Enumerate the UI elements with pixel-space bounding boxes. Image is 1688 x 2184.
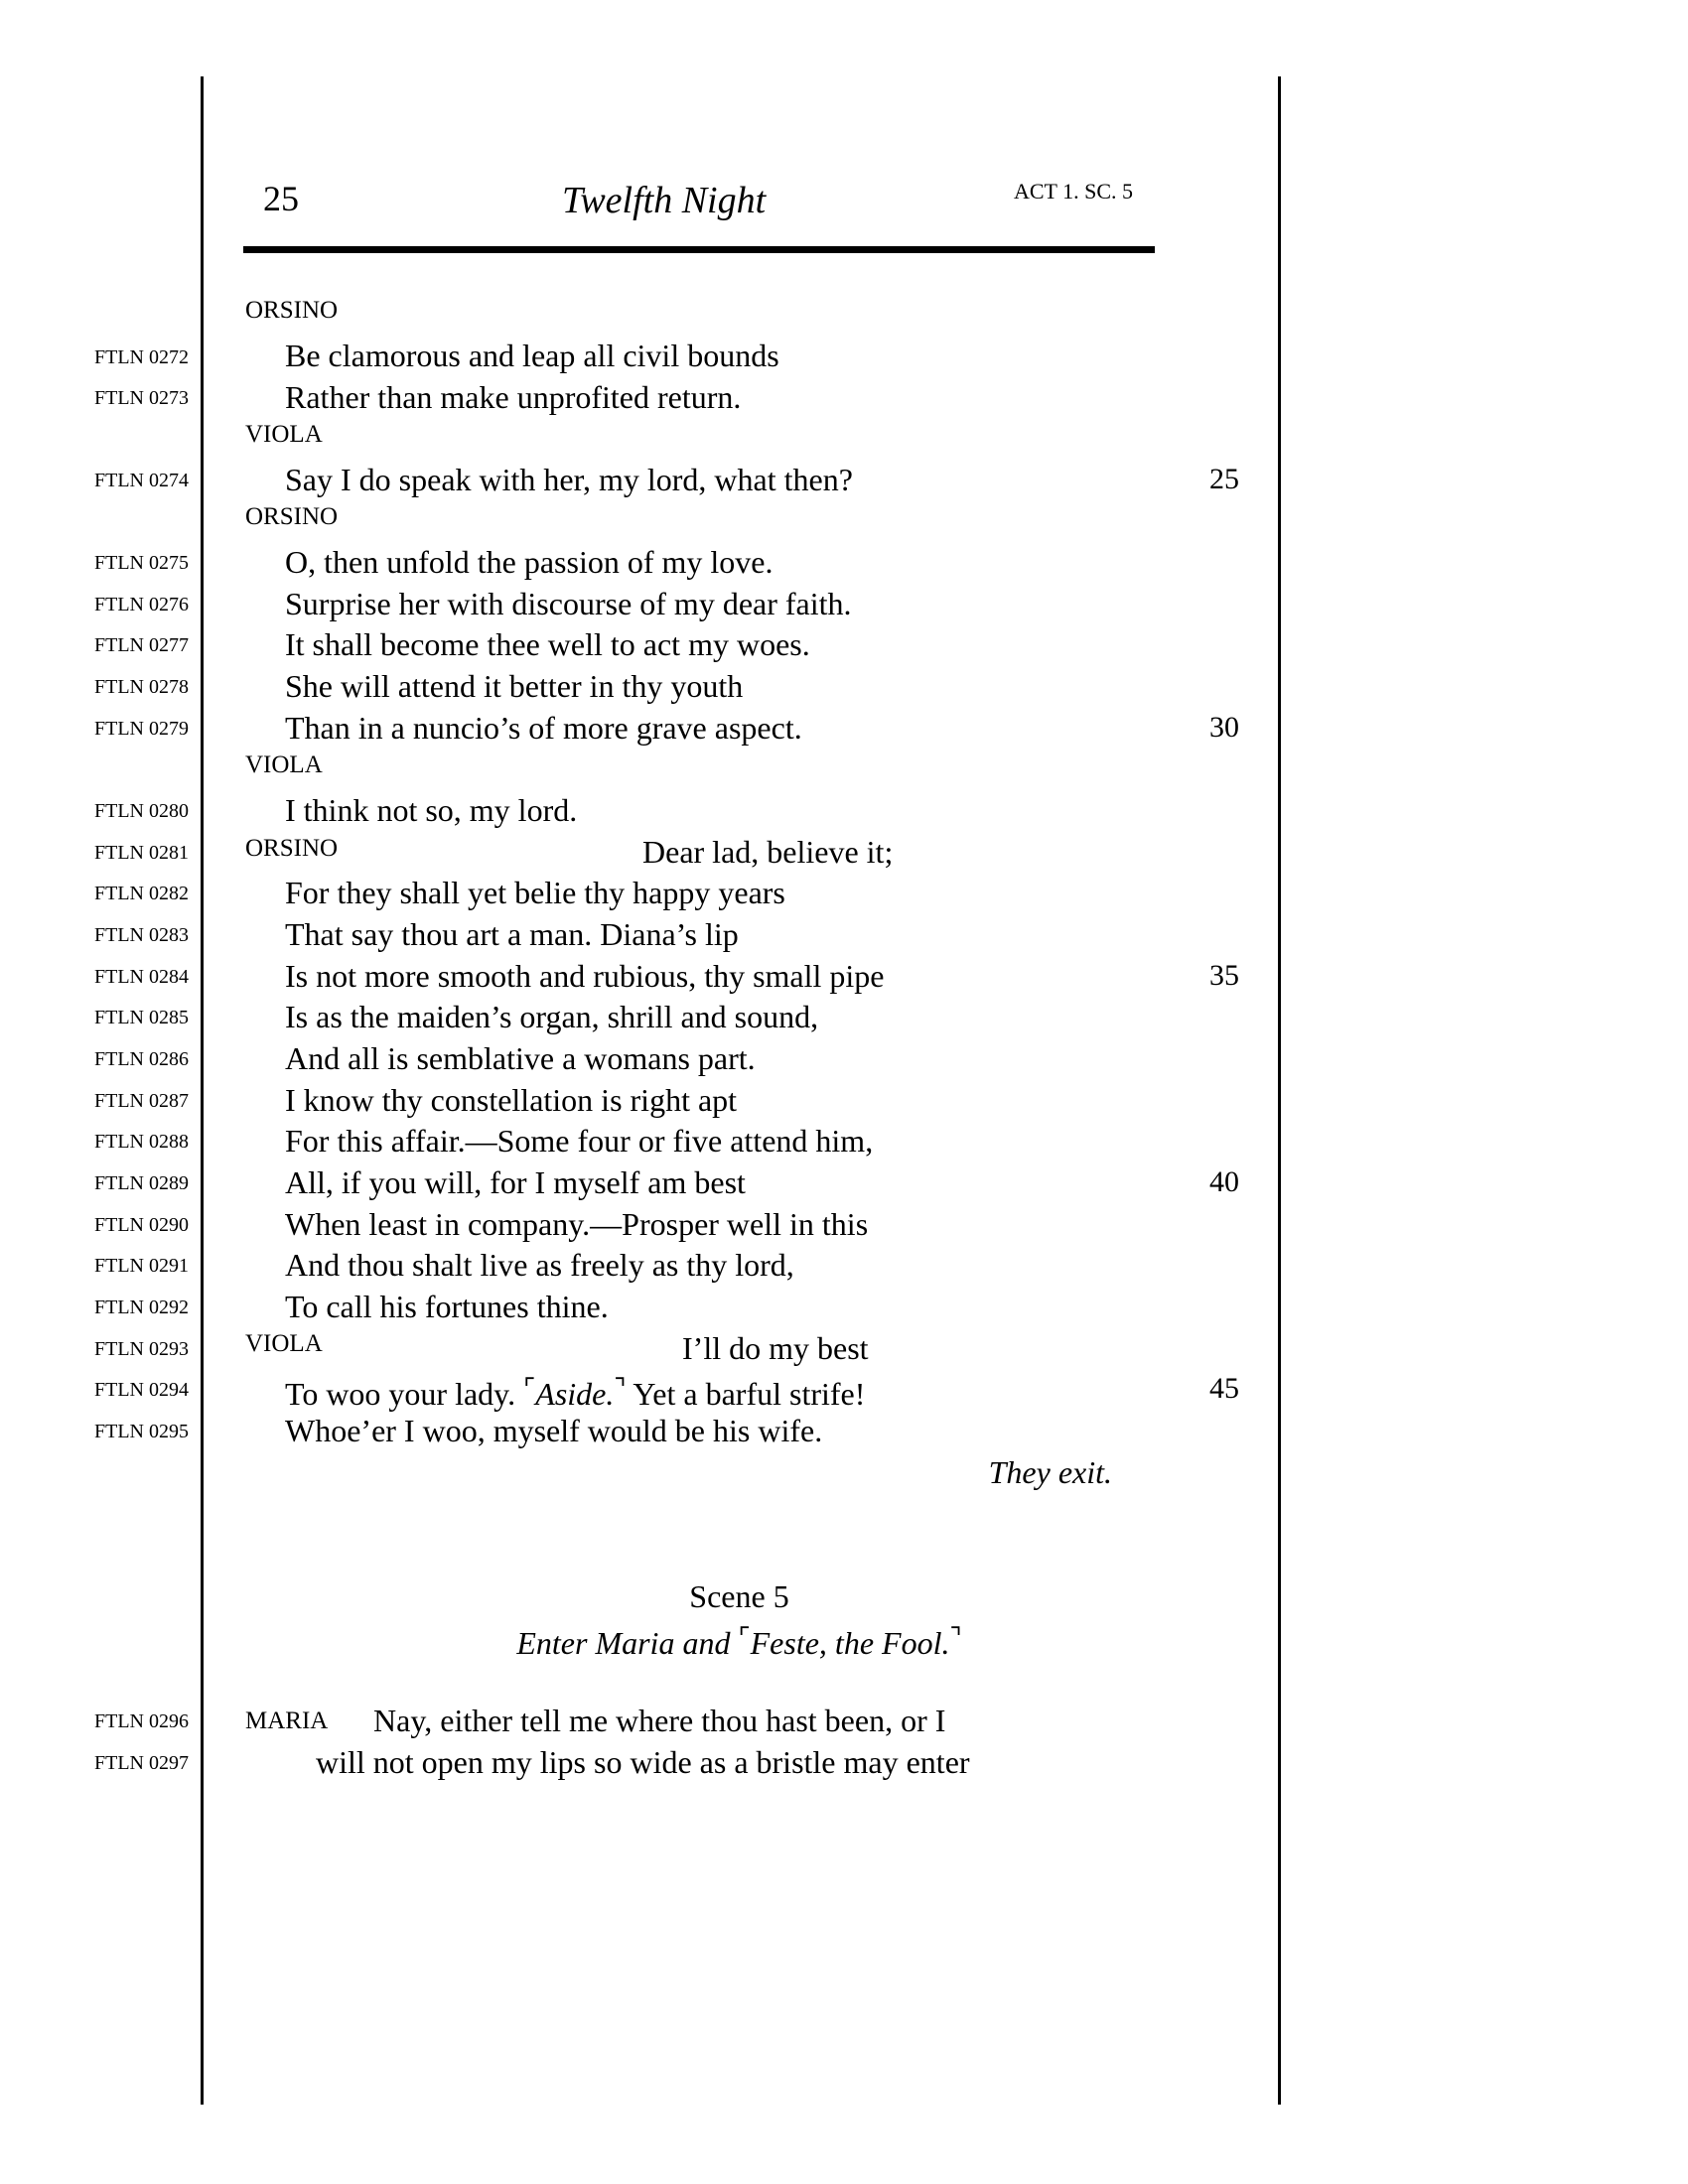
verse-line: Than in a nuncio’s of more grave aspect. <box>285 710 802 746</box>
speaker-label: MARIA <box>245 1707 329 1734</box>
entry-text: Enter Maria and <box>516 1625 739 1661</box>
prose-line: will not open my lips so wide as a bristle may enter <box>316 1744 970 1780</box>
verse-line: It shall become thee well to act my woes. <box>285 626 810 662</box>
act-line-number: 40 <box>1209 1165 1239 1198</box>
ftln-number: FTLN 0277 <box>94 634 189 656</box>
verse-line: To call his fortunes thine. <box>285 1289 609 1324</box>
verse-line: Surprise her with discourse of my dear faith. <box>285 586 852 621</box>
act-scene-label: ACT 1. SC. 5 <box>1014 179 1134 204</box>
ftln-number: FTLN 0289 <box>94 1172 189 1194</box>
right-margin-rule <box>1278 76 1281 2105</box>
verse-line: Whoe’er I woo, myself would be his wife. <box>285 1413 823 1448</box>
ftln-number: FTLN 0280 <box>94 800 189 822</box>
ftln-number: FTLN 0288 <box>94 1131 189 1153</box>
act-line-number: 30 <box>1209 711 1239 744</box>
ftln-number: FTLN 0297 <box>94 1752 189 1774</box>
verse-line: I think not so, my lord. <box>285 792 578 828</box>
ftln-number: FTLN 0296 <box>94 1710 189 1732</box>
ftln-number: FTLN 0295 <box>94 1421 189 1442</box>
ftln-number: FTLN 0279 <box>94 718 189 740</box>
ftln-number: FTLN 0282 <box>94 883 189 904</box>
entry-bracketed-text: Feste, the Fool. <box>750 1625 950 1661</box>
verse-line: Rather than make unprofited return. <box>285 379 742 415</box>
ftln-number: FTLN 0283 <box>94 924 189 946</box>
ftln-number: FTLN 0276 <box>94 594 189 615</box>
ftln-number: FTLN 0290 <box>94 1214 189 1236</box>
verse-line: All, if you will, for I myself am best <box>285 1164 746 1200</box>
scene-heading: Scene 5 <box>689 1578 789 1614</box>
editorial-bracket-close: ⌝ <box>949 1623 962 1652</box>
ftln-number: FTLN 0294 <box>94 1379 189 1401</box>
speaker-label: VIOLA <box>245 751 323 778</box>
ftln-number: FTLN 0278 <box>94 676 189 698</box>
page-number: 25 <box>263 179 299 218</box>
verse-line: For this affair.—Some four or five attend him, <box>285 1123 874 1159</box>
aside-stage-direction: Aside. <box>535 1376 615 1412</box>
ftln-number: FTLN 0287 <box>94 1090 189 1112</box>
ftln-number: FTLN 0293 <box>94 1338 189 1360</box>
speaker-label: VIOLA <box>245 421 323 448</box>
left-margin-rule <box>201 76 204 2105</box>
verse-line: I know thy constellation is right apt <box>285 1082 738 1118</box>
exit-stage-direction: They exit. <box>988 1454 1112 1490</box>
ftln-number: FTLN 0285 <box>94 1007 189 1028</box>
verse-line: When least in company.—Prosper well in this <box>285 1206 869 1242</box>
editorial-bracket-open: ⌜ <box>738 1623 751 1652</box>
act-line-number: 45 <box>1209 1372 1239 1405</box>
ftln-number: FTLN 0272 <box>94 346 189 368</box>
verse-line-with-aside <box>285 1369 865 1414</box>
verse-line: O, then unfold the passion of my love. <box>285 544 774 580</box>
header-rule <box>243 246 1155 253</box>
ftln-number: FTLN 0292 <box>94 1297 189 1318</box>
ftln-number: FTLN 0274 <box>94 470 189 491</box>
verse-line: Say I do speak with her, my lord, what then? <box>285 462 853 497</box>
ftln-number: FTLN 0291 <box>94 1255 189 1277</box>
verse-line: Dear lad, believe it; <box>642 834 894 870</box>
speaker-label: ORSINO <box>245 297 339 324</box>
verse-line: For they shall yet belie thy happy years <box>285 875 785 910</box>
prose-line: Nay, either tell me where thou hast been, or I <box>373 1703 946 1738</box>
verse-line: That say thou art a man. Diana’s lip <box>285 916 739 952</box>
verse-line: Be clamorous and leap all civil bounds <box>285 338 779 373</box>
verse-line: Is not more smooth and rubious, thy small pipe <box>285 958 885 994</box>
ftln-number: FTLN 0286 <box>94 1048 189 1070</box>
act-line-number: 35 <box>1209 959 1239 992</box>
verse-line: I’ll do my best <box>682 1330 869 1366</box>
ftln-number: FTLN 0281 <box>94 842 189 864</box>
ftln-number: FTLN 0275 <box>94 552 189 574</box>
verse-line: And all is semblative a womans part. <box>285 1040 756 1076</box>
entry-stage-direction <box>201 1618 1278 1663</box>
act-line-number: 25 <box>1209 463 1239 495</box>
verse-text: To woo your lady. <box>285 1376 524 1412</box>
ftln-number: FTLN 0284 <box>94 966 189 988</box>
verse-line: She will attend it better in thy youth <box>285 668 744 704</box>
running-title: Twelfth Night <box>562 180 767 221</box>
verse-text: Yet a barful strife! <box>626 1376 866 1412</box>
verse-line: Is as the maiden’s organ, shrill and sound, <box>285 999 819 1034</box>
speaker-label: ORSINO <box>245 503 339 530</box>
editorial-bracket-close: ⌝ <box>614 1374 627 1403</box>
editorial-bracket-open: ⌜ <box>523 1374 536 1403</box>
verse-line: And thou shalt live as freely as thy lord, <box>285 1247 794 1283</box>
ftln-number: FTLN 0273 <box>94 387 189 409</box>
speaker-label: VIOLA <box>245 1330 323 1357</box>
speaker-label: ORSINO <box>245 835 339 862</box>
